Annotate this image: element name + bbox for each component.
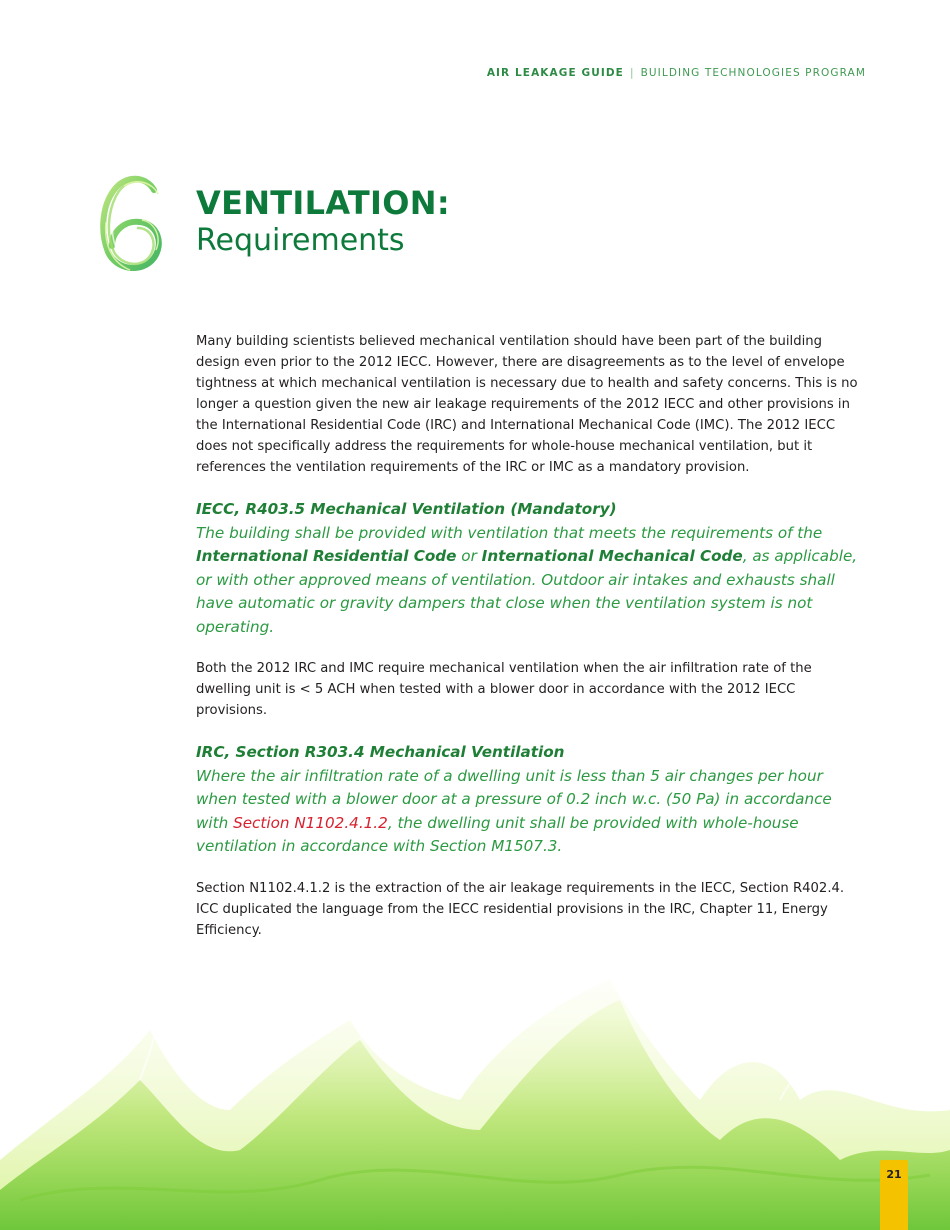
quote-text: , the dwelling unit shall be provided with whole-house ventilation in accordance with Section M1507.3. [196, 813, 799, 855]
code-quote-iecc-heading: IECC, R403.5 Mechanical Ventilation (Mandatory) [196, 500, 617, 518]
irc-imc-paragraph: Both the 2012 IRC and IMC require mechanical ventilation when the air infiltration rate of the dwelling unit is < 5 ACH when tested with a blower door in accordance with the 2012 IECC provisions. [196, 661, 812, 718]
green-smoke-decoration [0, 960, 950, 1230]
page-number-tab [880, 1160, 908, 1230]
quote-text: , as applicable, or with other approved means of ventilation. Outdoor air intakes and exhausts shall have automatic or gravity dampers that close when the ventilation system is not operating. [196, 547, 858, 636]
code-name-irc: International Residential Code [196, 547, 457, 565]
chapter-title-sub: Requirements [196, 223, 405, 258]
header-program-name: BUILDING TECHNOLOGIES PROGRAM [640, 67, 866, 79]
running-header [487, 67, 866, 79]
intro-paragraph: Many building scientists believed mechanical ventilation should have been part of the building design even prior to the 2012 IECC. However, there are disagreements as to the level of envelope tightness at which mechanical ventilation is necessary due to health and safety concerns. This is no longer a question given the new air leakage requirements of the 2012 IECC and other provisions in the International Residential Code (IRC) and International Mechanical Code (IMC). The 2012 IECC does not specifically address the requirements for whole-house mechanical ventilation, but it references the ventilation requirements of the IRC or IMC as a mandatory provision. [196, 334, 858, 475]
code-quote-iecc [196, 498, 866, 639]
chapter-title-main: VENTILATION: [196, 184, 450, 222]
quote-text: The building shall be provided with ventilation that meets the requirements of the [196, 523, 823, 542]
quote-text: Where the air infiltration rate of a dwelling unit is less than 5 air changes per hour when tested with a blower door at a pressure of 0.2 inch w.c. (50 Pa) in accordance with [196, 766, 832, 832]
quote-text: or [456, 547, 482, 565]
code-quote-irc [196, 741, 866, 859]
page-number: 21 [886, 1168, 902, 1181]
chapter-title [196, 184, 450, 260]
chapter-six-smoke-numeral-icon [96, 172, 168, 276]
main-content [196, 331, 866, 941]
section-note-paragraph: Section N1102.4.1.2 is the extraction of the air leakage requirements in the IECC, Section R402.4. ICC duplicated the language from the IECC residential provisions in the IRC, Chapter 11, Energy Efficiency. [196, 880, 845, 938]
section-reference-link[interactable]: Section N1102.4.1.2 [233, 813, 388, 832]
header-guide-title: AIR LEAKAGE GUIDE [486, 67, 624, 79]
code-name-imc: International Mechanical Code [481, 547, 743, 565]
code-quote-irc-heading: IRC, Section R303.4 Mechanical Ventilation [196, 743, 565, 761]
header-separator: | [629, 67, 635, 79]
